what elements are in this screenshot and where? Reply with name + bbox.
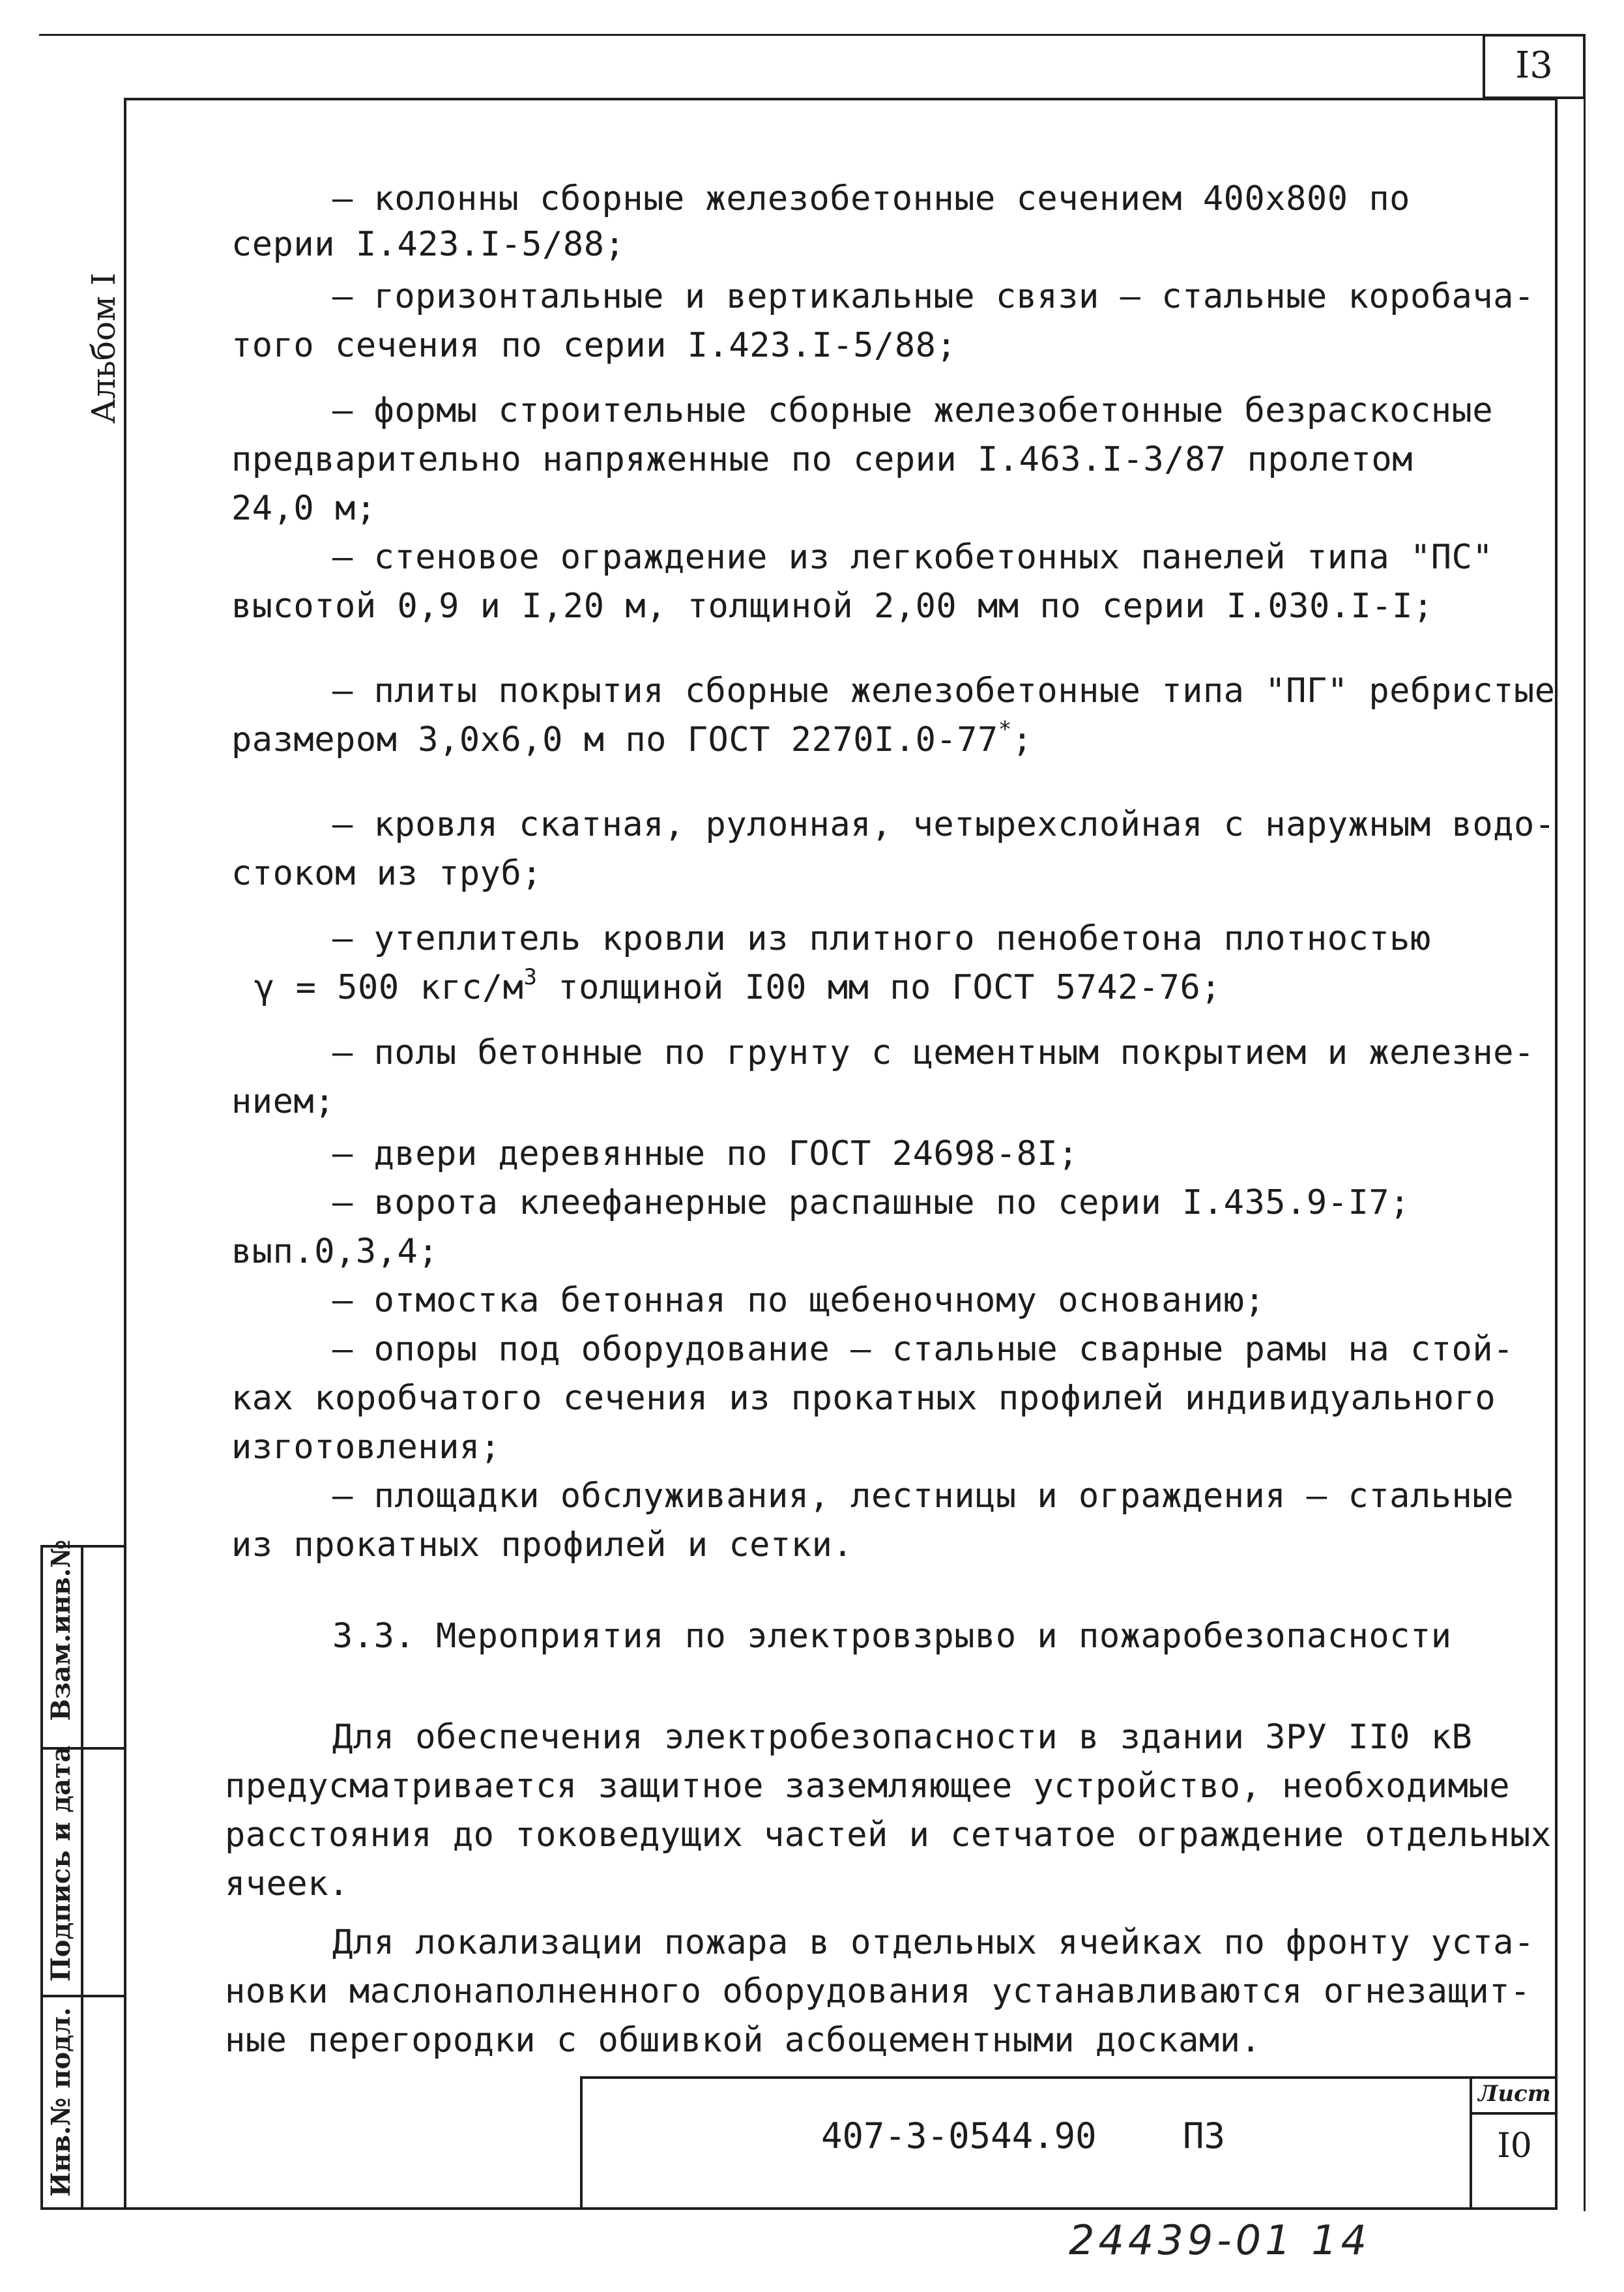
text-line: – утеплитель кровли из плитного пенобетона плотностью bbox=[332, 919, 1431, 958]
side-stamp-divider bbox=[81, 1545, 83, 2210]
text-line: ные перегородки с обшивкой асбоцементными досками. bbox=[225, 2021, 1262, 2060]
page-number-top: I3 bbox=[1515, 44, 1553, 87]
text-line: расстояния до токоведущих частей и сетчатое ограждение отдельных bbox=[225, 1815, 1552, 1855]
text-line: – опоры под оборудование – стальные сварные рамы на стой- bbox=[332, 1330, 1514, 1369]
right-outer-line bbox=[1584, 34, 1586, 2211]
text-line: высотой 0,9 и I,20 м, толщиной 2,00 мм по серии I.030.I-I; bbox=[231, 587, 1434, 626]
text-line: новки маслонаполненного оборудования устанавливаются огнезащит- bbox=[225, 1972, 1531, 2011]
text-line: размером 3,0х6,0 м по ГОСТ 2270I.0-77*; bbox=[231, 716, 1033, 759]
text-line: того сечения по серии I.423.I-5/88; bbox=[231, 326, 957, 365]
side-stamp-podpis: Подпись и дата bbox=[46, 1745, 76, 1982]
text-line: – горизонтальные и вертикальные связи – стальные коробача- bbox=[332, 277, 1535, 316]
text-line: – ворота клеефанерные распашные по серии I.435.9-I7; bbox=[332, 1183, 1410, 1222]
text-line: предусматривается защитное заземляющее устройство, необходимые bbox=[225, 1767, 1511, 1806]
text-line: Для локализации пожара в отдельных ячейках по фронту уста- bbox=[332, 1923, 1535, 1962]
text-line: – отмостка бетонная по щебеночному основанию; bbox=[332, 1281, 1266, 1320]
text-line: стоком из труб; bbox=[231, 854, 543, 893]
text-line: ках коробчатого сечения из прокатных профилей индивидуального bbox=[231, 1379, 1496, 1418]
doc-code: 407-3-0544.90 bbox=[821, 2115, 1097, 2156]
text-line: – плиты покрытия сборные железобетонные типа "ПГ" ребристые bbox=[332, 671, 1556, 711]
side-stamp-row2 bbox=[40, 1995, 126, 1997]
text-line: нием; bbox=[231, 1082, 336, 1121]
text-line: γ = 500 кгс/$м^3$ толщиной I00 мм по ГОСТ 5742-76; bbox=[254, 964, 1222, 1007]
sheet-number: I0 bbox=[1497, 2126, 1532, 2166]
top-border-line bbox=[39, 34, 1585, 36]
text-line: вып.0,3,4; bbox=[231, 1232, 439, 1271]
text-line: серии I.423.I-5/88; bbox=[231, 225, 626, 264]
text-line: предварительно напряженные по серии I.463.I-3/87 пролетом bbox=[231, 440, 1413, 479]
text-line: – колонны сборные железобетонные сечением 400x800 по bbox=[332, 179, 1410, 218]
text-line: Для обеспечения электробезопасности в здании ЗРУ II0 кВ bbox=[332, 1718, 1473, 1757]
text-line: – двери деревянные по ГОСТ 24698-8I; bbox=[332, 1134, 1079, 1173]
text-line: – формы строительные сборные железобетонные безраскосные bbox=[332, 391, 1494, 430]
doc-type: ПЗ bbox=[1183, 2115, 1226, 2156]
text-line: ячеек. bbox=[225, 1864, 349, 1903]
side-stamp-vzam: Взам.инв.№ bbox=[46, 1539, 76, 1721]
sheet-label-divider bbox=[1470, 2112, 1558, 2115]
text-line: изготовления; bbox=[231, 1428, 501, 1467]
side-stamp-inv: Инв.№ подл. bbox=[46, 2007, 76, 2197]
handwritten-number: 24439-01 14 bbox=[1069, 2216, 1371, 2264]
title-block-divider bbox=[1470, 2076, 1472, 2210]
text-line: – полы бетонные по грунту с цементным покрытием и железне- bbox=[332, 1033, 1535, 1072]
text-line: – стеновое ограждение из легкобетонных панелей типа "ПС" bbox=[332, 538, 1494, 577]
album-label: Альбом I bbox=[85, 272, 123, 424]
text-line: – площадки обслуживания, лестницы и ограждения – стальные bbox=[332, 1477, 1514, 1516]
sheet-label: Лист bbox=[1478, 2081, 1551, 2107]
section-heading: 3.3. Мероприятия по электровзрыво и пожаробезопасности bbox=[332, 1617, 1452, 1656]
text-line: 24,0 м; bbox=[231, 489, 377, 528]
text-line: из прокатных профилей и сетки. bbox=[231, 1525, 854, 1565]
text-line: – кровля скатная, рулонная, четырехслойная с наружным водо- bbox=[332, 805, 1556, 844]
